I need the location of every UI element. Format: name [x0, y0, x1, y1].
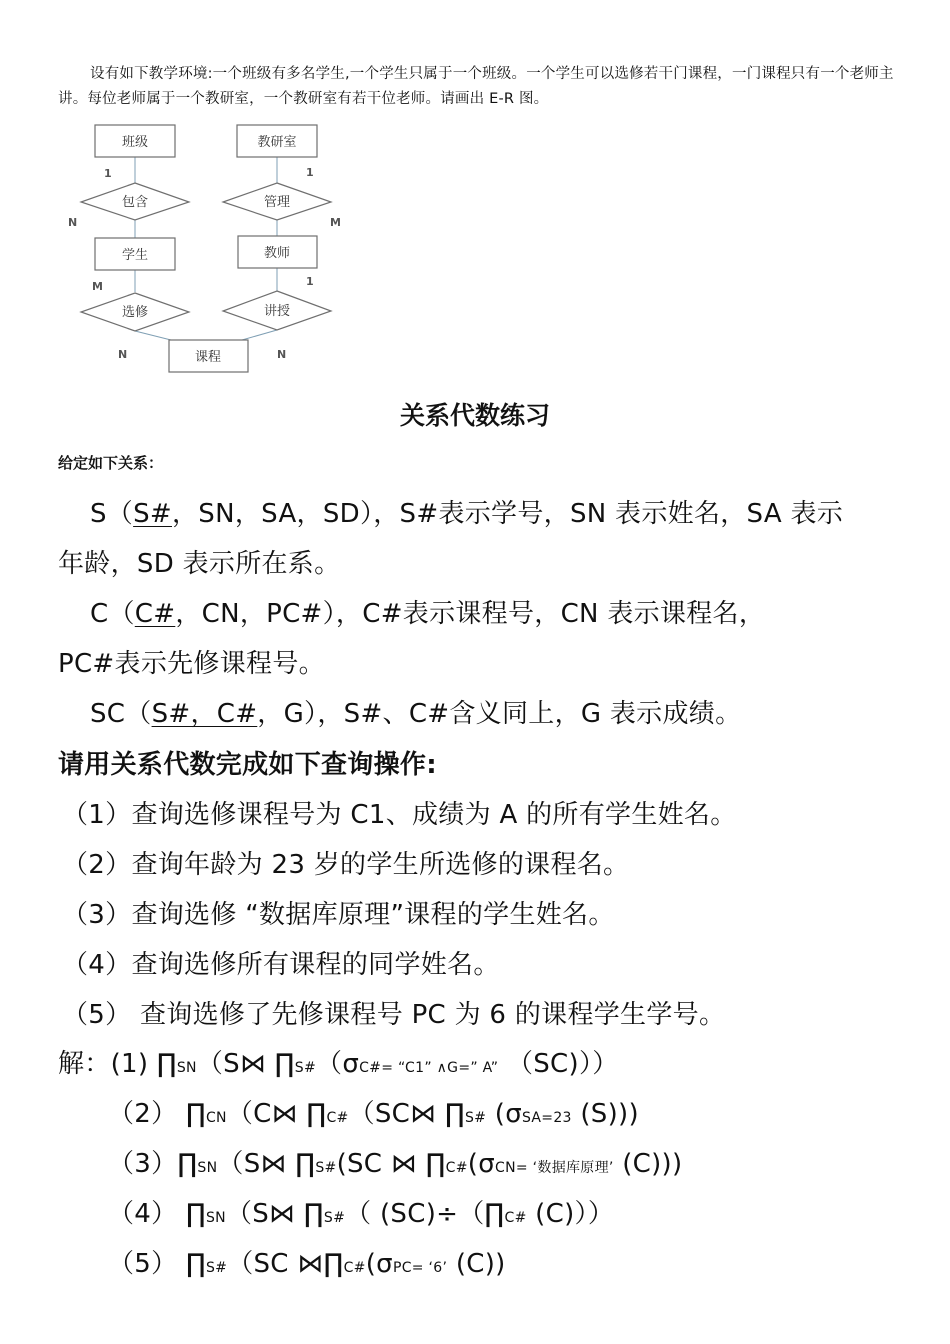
- answer-3: （3）∏SN（S⋈ ∏S#(SC ⋈ ∏C#(σCN= ‘数据库原理’ (C))): [108, 1149, 683, 1179]
- card-teacher-teach: 1: [306, 275, 314, 288]
- question-2: （2）查询年龄为 23 岁的学生所选修的课程名。: [62, 850, 630, 880]
- card-class-contain: 1: [104, 167, 112, 180]
- given-label: 给定如下关系：: [58, 454, 164, 472]
- entity-teacher-label: 教师: [263, 246, 291, 261]
- er-diagram: [0, 0, 950, 390]
- relation-sc-line: SC（S#，C#，G），S#、C#含义同上，G 表示成绩。: [90, 699, 742, 729]
- entity-student-label: 学生: [121, 248, 149, 263]
- intro-paragraph: 设有如下教学环境:一个班级有多名学生,一个学生只属于一个班级。一个学生可以选修若干门课程，一门课程只有一个老师主讲。每位老师属于一个教研室，一个教研室有若干位老师。请画出 E-R 图。: [58, 66, 894, 107]
- question-1: （1）查询选修课程号为 C1、成绩为 A 的所有学生姓名。: [62, 800, 737, 830]
- relation-s-line1: S（S#，SN，SA，SD），S#表示学号，SN 表示姓名，SA 表示: [90, 499, 844, 529]
- entity-dept-label: 教研室: [257, 135, 297, 150]
- card-dept-manage: 1: [306, 166, 314, 179]
- answer-1: 解：(1) ∏SN（S⋈ ∏S#（σC#= “C1” ∧G=” A” （SC)））: [58, 1049, 619, 1079]
- answer-4: （4） ∏SN（S⋈ ∏S#（ (SC)÷（∏C# (C)））: [108, 1199, 615, 1229]
- answer-5: （5） ∏S#（SC ⋈∏C#(σPC= ‘6’ (C)): [108, 1249, 506, 1279]
- entity-course-label: 课程: [194, 350, 222, 365]
- relation-teach-label: 讲授: [263, 304, 291, 319]
- relation-s-line2: 年龄，SD 表示所在系。: [58, 549, 341, 579]
- question-3: （3）查询选修 “数据库原理”课程的学生姓名。: [62, 900, 615, 930]
- entity-class-label: 班级: [121, 135, 149, 150]
- relation-contain-label: 包含: [121, 195, 149, 210]
- card-contain-student: N: [68, 216, 78, 229]
- relation-select-label: 选修: [121, 305, 149, 320]
- card-select-course: N: [118, 348, 128, 361]
- card-teach-course: N: [277, 348, 287, 361]
- answer-2: （2） ∏CN（C⋈ ∏C#（SC⋈ ∏S# (σSA=23 (S))): [108, 1099, 639, 1129]
- question-5: （5） 查询选修了先修课程号 PC 为 6 的课程学生学号。: [62, 1000, 726, 1030]
- relation-c-line2: PC#表示先修课程号。: [58, 649, 325, 679]
- card-manage-teacher: M: [330, 216, 341, 229]
- card-student-select: M: [92, 280, 103, 293]
- task-heading: 请用关系代数完成如下查询操作:: [58, 750, 437, 780]
- page-title: 关系代数练习: [399, 401, 550, 430]
- question-4: （4）查询选修所有课程的同学姓名。: [62, 950, 500, 980]
- relation-manage-label: 管理: [263, 195, 291, 210]
- relation-c-line1: C（C#，CN，PC#），C#表示课程号，CN 表示课程名，: [90, 599, 766, 629]
